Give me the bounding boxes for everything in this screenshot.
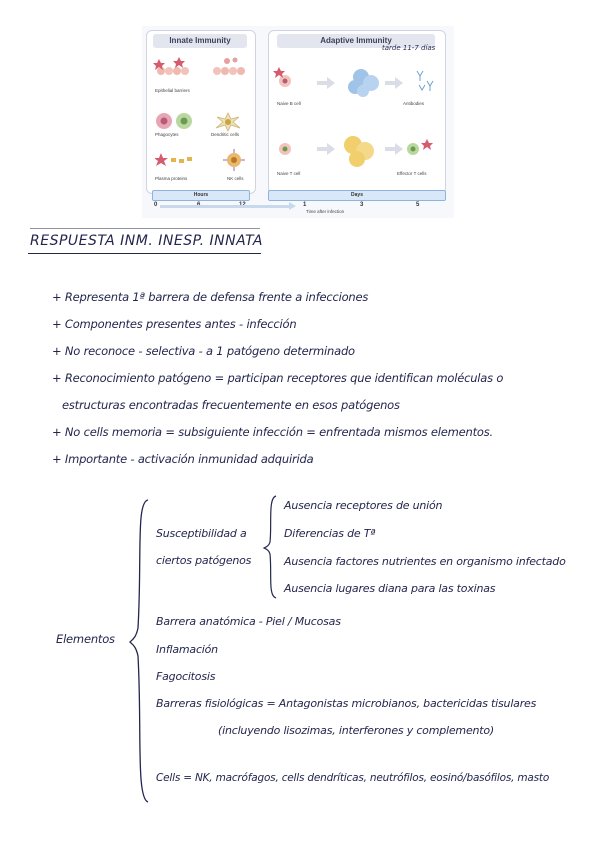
bullet-line-7: + Importante - activación inmunidad adquirida [52,452,314,466]
innate-panel [146,30,256,194]
hours-bar: Hours [152,190,250,201]
susceptibility-label-1: Susceptibilidad a [156,527,247,540]
label-naive-t-cell: Naive T cell [277,171,301,176]
bullet-line-3: + No reconoce - selectiva - a 1 patógeno determinado [52,344,355,358]
susceptibility-item-4: Ausencia lugares diana para las toxinas [284,582,496,595]
susceptibility-item-3: Ausencia factores nutrientes en organismo infectado [284,555,566,568]
bullet-line-6: + No cells memoria = subsiguiente infección = enfrentada mismos elementos. [52,425,493,439]
bullet-line-1: + Representa 1ª barrera de defensa frente a infecciones [52,290,369,304]
elements-label: Elementos [56,632,115,646]
elements-brace [128,498,152,804]
time-axis-caption: Time after infection [306,209,345,214]
time-axis-arrow [160,205,290,208]
label-nk-cells: NK cells [227,176,244,181]
label-effector-t-cells: Effector T cells [397,171,427,176]
days-bar: Days [268,190,446,201]
susceptibility-item-1: Ausencia receptores de unión [284,499,443,512]
dendritic-cells-illustration [213,109,243,133]
element-inflammation: Inflamación [156,643,218,656]
label-antibodies: Antibodies [403,101,425,106]
element-cells: Cells = NK, macrófagos, cells dendríticas, neutrófilos, eosinó/basófilos, masto [156,772,550,784]
label-plasma-proteins: Plasma proteins [155,176,188,181]
days-tick-3: 3 [360,202,364,208]
phagocytes-illustration [155,111,195,131]
label-naive-b-cell: Naive B cell [277,101,301,106]
title-overline [30,228,260,229]
susceptibility-label-2: ciertos patógenos [156,554,252,567]
label-phagocytes: Phagocytes [155,132,179,137]
hours-tick-0: 0 [154,202,158,208]
adaptive-panel [268,30,446,194]
immunity-figure [142,26,454,218]
susceptibility-brace [262,494,278,600]
plasma-proteins-illustration [155,151,199,171]
innate-title: Innate Immunity [153,34,247,48]
element-phagocytosis: Fagocitosis [156,670,216,683]
days-tick-5: 5 [416,202,420,208]
t-cell-pathway-illustration [273,127,441,171]
late-note: tarde 11-7 días [382,44,436,52]
title-underline [28,253,261,254]
element-physiological-barriers: Barreras fisiológicas = Antagonistas microbianos, bactericidas tisulares [156,697,537,710]
bullet-line-5: estructuras encontradas frecuentemente en esos patógenos [62,398,400,412]
label-epithelial-barriers: Epithelial barriers [155,88,190,93]
epithelial-barriers-illustration [153,53,249,83]
days-tick-1: 1 [303,202,307,208]
nk-cells-illustration [223,149,245,171]
adaptive-title: Adaptive Immunity [277,34,435,48]
notes-title: RESPUESTA INM. INESP. INNATA [30,233,263,249]
label-dendritic-cells: Dendritic cells [211,132,240,137]
element-physiological-barriers-detail: (incluyendo lisozimas, interferones y complemento) [218,724,495,737]
element-anatomical-barrier: Barrera anatómica - Piel / Mucosas [156,615,341,628]
b-cell-pathway-illustration [273,61,441,101]
bullet-line-2: + Componentes presentes antes - infección [52,317,297,331]
bullet-line-4: + Reconocimiento patógeno = participan receptores que identifican moléculas o [52,371,504,385]
susceptibility-item-2: Diferencias de Tª [284,527,376,540]
